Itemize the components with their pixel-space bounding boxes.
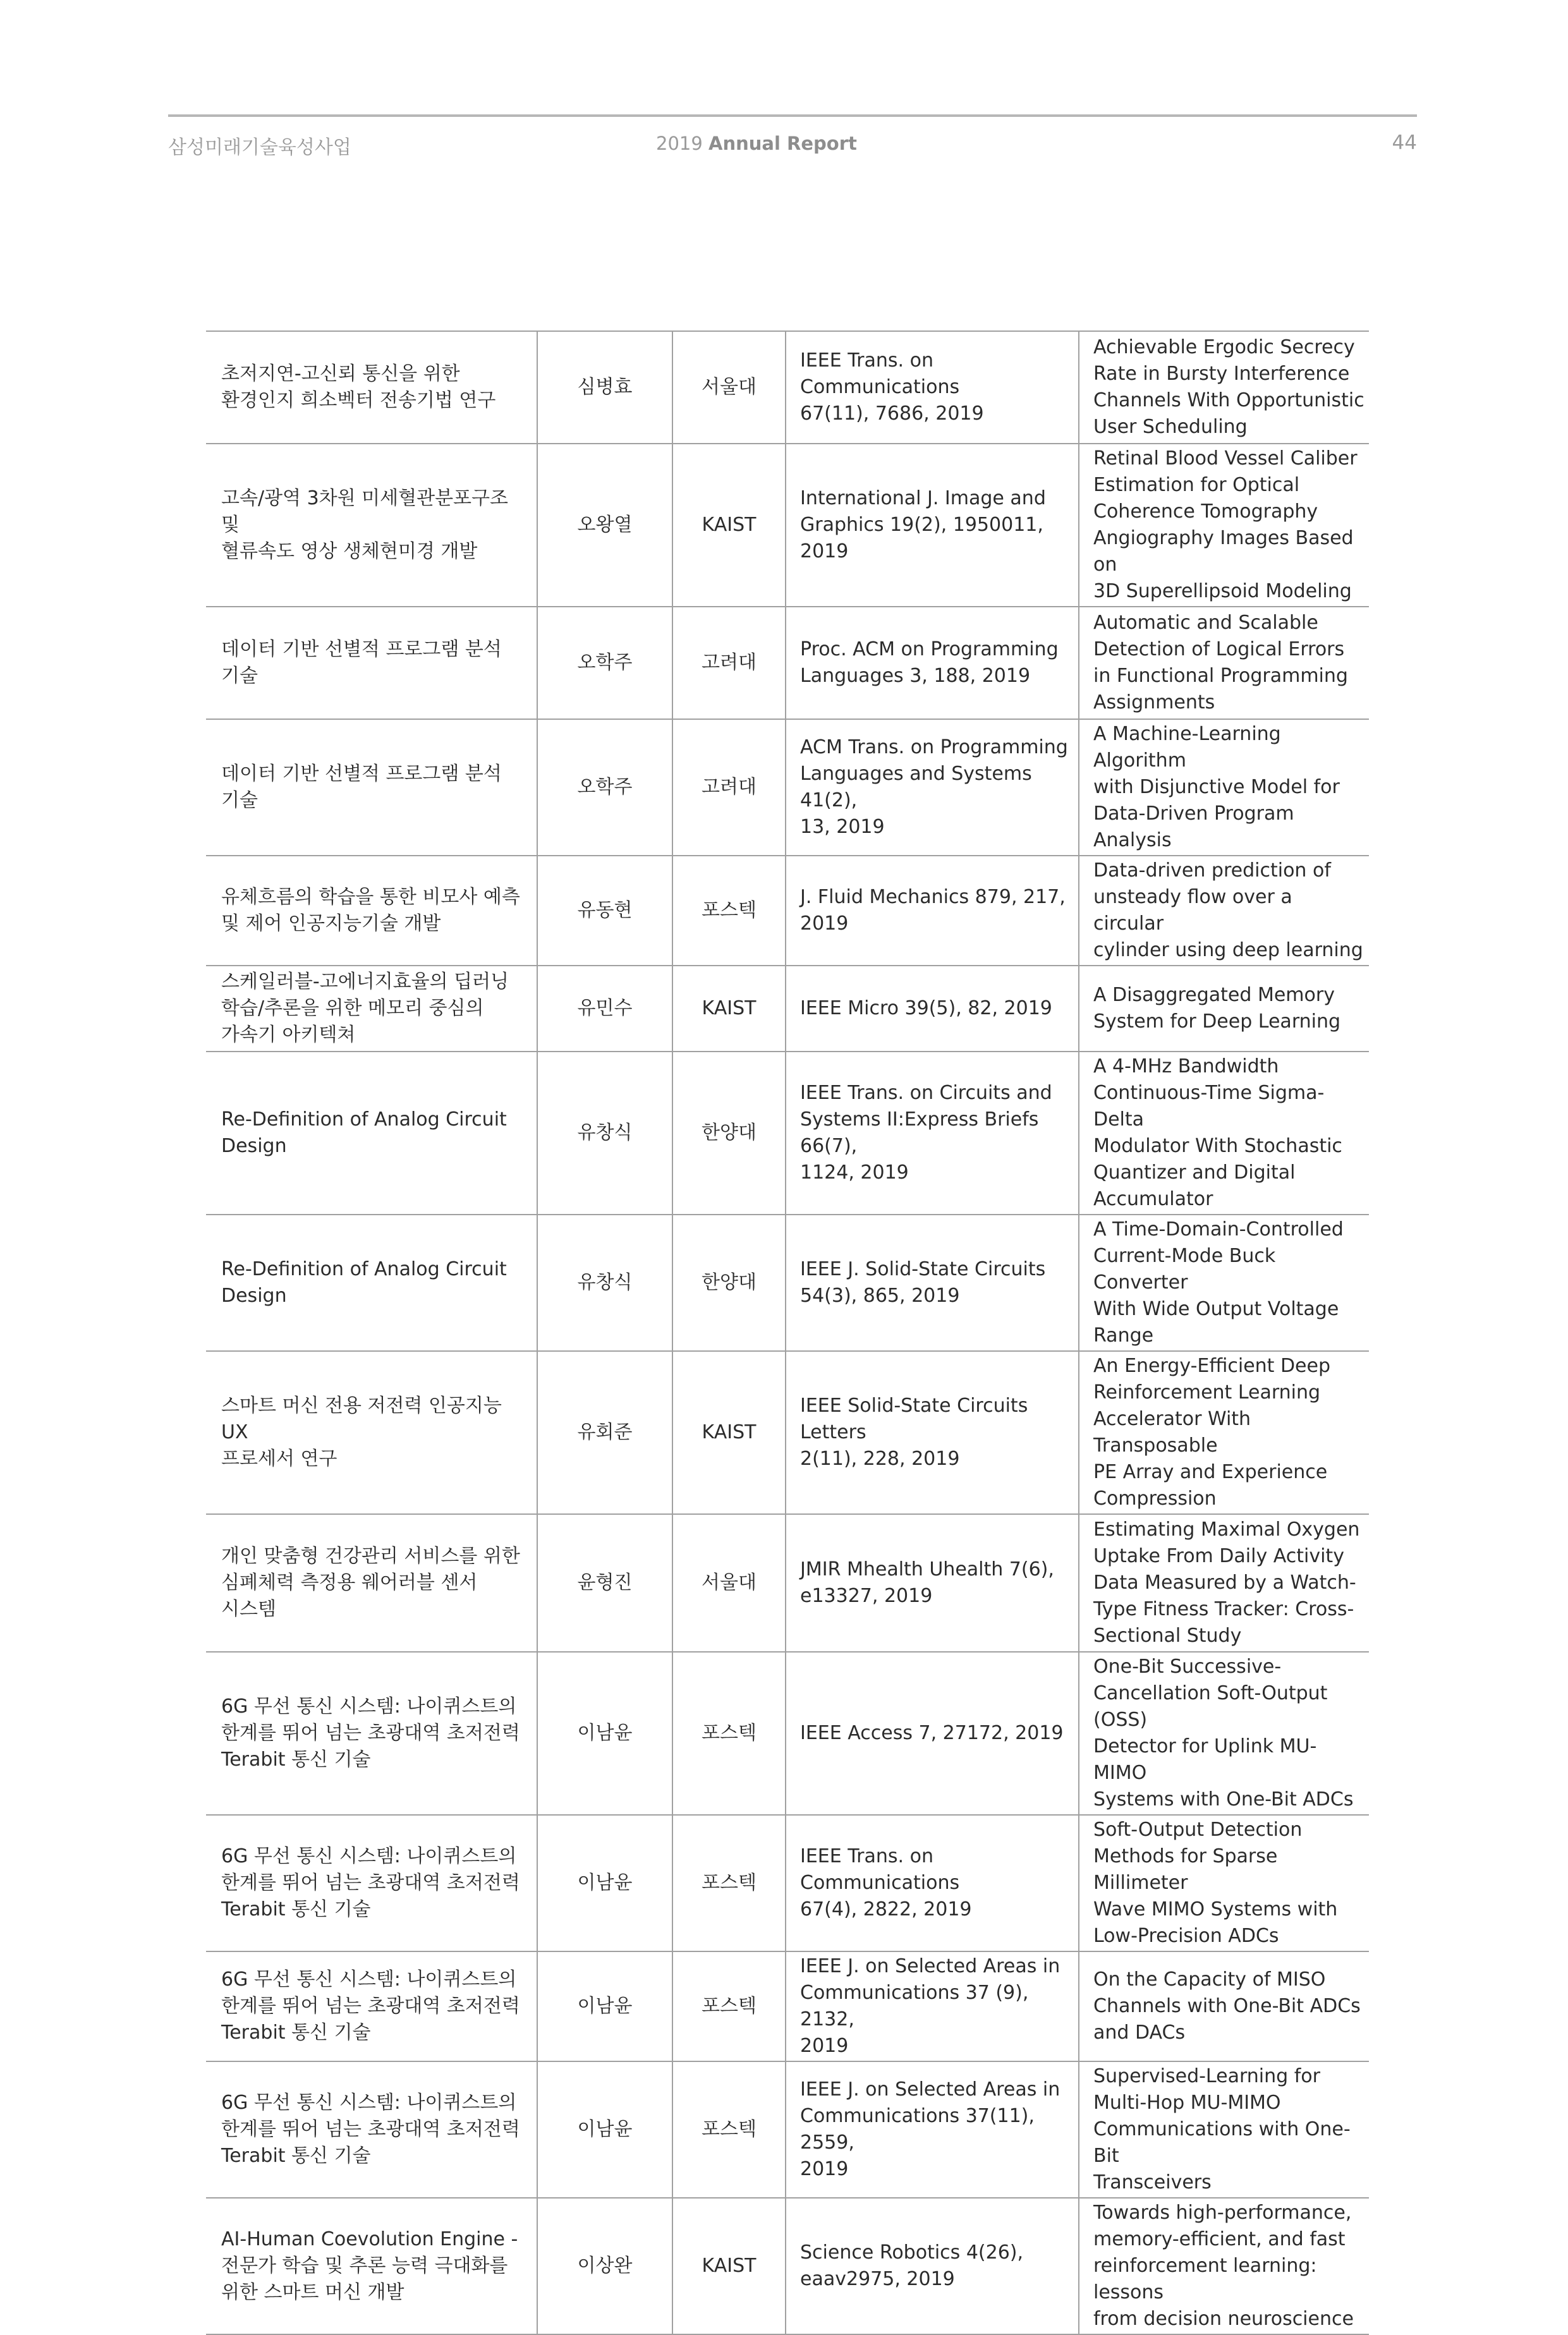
project-cell-text: 데이터 기반 선별적 프로그램 분석 기술: [221, 763, 502, 811]
project-cell: [206, 1052, 537, 1215]
institution-cell-text: 서울대: [702, 1572, 757, 1594]
journal-cell: [786, 1652, 1079, 1815]
table-row: [206, 2061, 1369, 2198]
journal-cell-text: JMIR Mhealth Uhealth 7(6), e13327, 2019: [800, 1558, 1054, 1607]
institution-cell: [672, 1652, 786, 1815]
researcher-cell: [537, 1215, 672, 1351]
project-cell: [206, 1951, 537, 2061]
institution-cell-text: 포스텍: [702, 1995, 757, 2017]
project-cell: [206, 1351, 537, 1514]
researcher-cell-text: 이남윤: [577, 1872, 633, 1894]
paper-title-cell-text: Soft-Output Detection Methods for Sparse Millimeter Wave MIMO Systems with Low-Precision ADCs: [1093, 1819, 1338, 1947]
project-cell-text: 개인 맞춤형 건강관리 서비스를 위한 심폐체력 측정용 웨어러블 센서 시스템: [221, 1545, 520, 1620]
institution-cell-text: 한양대: [702, 1271, 757, 1294]
paper-title-cell: [1079, 1052, 1369, 1215]
institution-cell: [672, 1215, 786, 1351]
journal-cell-text: International J. Image and Graphics 19(2), 1950011, 2019: [800, 487, 1046, 562]
paper-title-cell: [1079, 1514, 1369, 1652]
institution-cell-text: 서울대: [702, 376, 757, 398]
institution-cell: [672, 2061, 786, 2198]
project-cell-text: 초저지연-고신뢰 통신을 위한 환경인지 희소벡터 전송기법 연구: [221, 363, 496, 411]
journal-cell: [786, 1351, 1079, 1514]
paper-title-cell: [1079, 719, 1369, 856]
paper-title-cell: [1079, 2198, 1369, 2334]
institution-cell-text: KAIST: [702, 997, 757, 1019]
journal-cell: [786, 1951, 1079, 2061]
project-cell-text: 유체흐름의 학습을 통한 비모사 예측 및 제어 인공지능기술 개발: [221, 886, 520, 935]
table-row: [206, 331, 1369, 444]
project-cell: [206, 331, 537, 444]
journal-cell-text: IEEE J. on Selected Areas in Communications 37 (9), 2132, 2019: [800, 1955, 1061, 2057]
paper-title-cell-text: Achievable Ergodic Secrecy Rate in Bursty Interference Channels With Opportunistic User Scheduling: [1093, 336, 1364, 438]
researcher-cell-text: 유창식: [577, 1271, 633, 1294]
paper-title-cell-text: An Energy-Efficient Deep Reinforcement Learning Accelerator With Transposable PE Array and Experience Compression: [1093, 1355, 1331, 1510]
table-row: [206, 1052, 1369, 1215]
institution-cell-text: KAIST: [702, 1421, 757, 1443]
report-label: Annual Report: [708, 133, 857, 154]
researcher-cell: [537, 444, 672, 607]
table-row: [206, 1351, 1369, 1514]
paper-title-cell-text: Data-driven prediction of unsteady flow over a circular cylinder using deep learning: [1093, 859, 1363, 961]
project-cell: [206, 607, 537, 719]
table-row: [206, 607, 1369, 719]
institution-cell: [672, 607, 786, 719]
header-rule: [168, 114, 1417, 117]
project-cell: [206, 2198, 537, 2334]
researcher-cell-text: 유민수: [577, 997, 633, 1019]
journal-cell: [786, 1815, 1079, 1951]
journal-cell: [786, 966, 1079, 1052]
researcher-cell-text: 이남윤: [577, 1995, 633, 2017]
institution-cell-text: 고려대: [702, 652, 757, 674]
project-cell-text: 스케일러블-고에너지효율의 딥러닝 학습/추론을 위한 메모리 중심의 가속기 아키텍쳐: [221, 971, 509, 1046]
paper-title-cell: [1079, 2061, 1369, 2198]
researcher-cell: [537, 607, 672, 719]
researcher-cell-text: 이상완: [577, 2255, 633, 2277]
institution-cell: [672, 1514, 786, 1652]
project-cell-text: 스마트 머신 전용 저전력 인공지능 UX 프로세서 연구: [221, 1395, 502, 1470]
institution-cell: [672, 1052, 786, 1215]
researcher-cell-text: 유회준: [577, 1421, 633, 1443]
table-row: [206, 1815, 1369, 1951]
project-cell: [206, 1215, 537, 1351]
journal-cell: [786, 1052, 1079, 1215]
institution-cell: [672, 1815, 786, 1951]
journal-cell-text: IEEE Solid-State Circuits Letters 2(11), 228, 2019: [800, 1395, 1028, 1470]
journal-cell: [786, 607, 1079, 719]
researcher-cell: [537, 966, 672, 1052]
table-row: [206, 856, 1369, 966]
institution-cell: [672, 1951, 786, 2061]
journal-cell: [786, 1215, 1079, 1351]
project-cell-text: 6G 무선 통신 시스템: 나이퀴스트의 한계를 뛰어 넘는 초광대역 초저전력 Terabit 통신 기술: [221, 2092, 520, 2167]
journal-cell-text: IEEE Trans. on Circuits and Systems II:Express Briefs 66(7), 1124, 2019: [800, 1082, 1052, 1184]
table-row: [206, 444, 1369, 607]
journal-cell-text: IEEE J. Solid-State Circuits 54(3), 865, 2019: [800, 1258, 1046, 1307]
journal-cell: [786, 1514, 1079, 1652]
project-cell-text: Re-Definition of Analog Circuit Design: [221, 1258, 507, 1307]
project-cell: [206, 2061, 537, 2198]
paper-title-cell-text: A 4-MHz Bandwidth Continuous-Time Sigma-Delta Modulator With Stochastic Quantizer and Digital Accumulator: [1093, 1055, 1342, 1210]
paper-title-cell: [1079, 966, 1369, 1052]
project-cell-text: 고속/광역 3차원 미세혈관분포구조 및 혈류속도 영상 생체현미경 개발: [221, 487, 508, 562]
researcher-cell: [537, 1514, 672, 1652]
journal-cell-text: Proc. ACM on Programming Languages 3, 188, 2019: [800, 638, 1059, 687]
journal-cell-text: Science Robotics 4(26), eaav2975, 2019: [800, 2241, 1024, 2290]
paper-title-cell: [1079, 1215, 1369, 1351]
journal-cell-text: IEEE Trans. on Communications 67(11), 7686, 2019: [800, 349, 984, 425]
journal-cell: [786, 2061, 1079, 2198]
project-cell-text: 6G 무선 통신 시스템: 나이퀴스트의 한계를 뛰어 넘는 초광대역 초저전력 Terabit 통신 기술: [221, 1968, 520, 2044]
paper-title-cell-text: Towards high-performance, memory-efficient, and fast reinforcement learning: lessons from decision neuroscience: [1093, 2202, 1354, 2330]
journal-cell: [786, 444, 1079, 607]
journal-cell-text: IEEE Trans. on Communications 67(4), 2822, 2019: [800, 1845, 972, 1920]
paper-title-cell-text: A Time-Domain-Controlled Current-Mode Buck Converter With Wide Output Voltage Range: [1093, 1218, 1344, 1347]
paper-title-cell-text: Retinal Blood Vessel Caliber Estimation for Optical Coherence Tomography Angiography Images Based on 3D Superellipsoid Modeling: [1093, 447, 1358, 602]
table-row: [206, 2198, 1369, 2334]
institution-cell: [672, 2198, 786, 2334]
paper-title-cell-text: A Disaggregated Memory System for Deep Learning: [1093, 984, 1341, 1033]
researcher-cell: [537, 1951, 672, 2061]
institution-cell-text: 고려대: [702, 776, 757, 798]
researcher-cell: [537, 856, 672, 966]
table-row: [206, 1514, 1369, 1652]
project-cell: [206, 1815, 537, 1951]
paper-title-cell: [1079, 607, 1369, 719]
institution-cell-text: 포스텍: [702, 2118, 757, 2140]
journal-cell-text: IEEE J. on Selected Areas in Communications 37(11), 2559, 2019: [800, 2078, 1061, 2180]
project-cell: [206, 1652, 537, 1815]
project-cell: [206, 966, 537, 1052]
researcher-cell: [537, 2198, 672, 2334]
project-cell: [206, 719, 537, 856]
institution-cell-text: KAIST: [702, 514, 757, 536]
institution-cell: [672, 1351, 786, 1514]
paper-title-cell: [1079, 444, 1369, 607]
researcher-cell: [537, 331, 672, 444]
project-cell: [206, 444, 537, 607]
researcher-cell-text: 유동현: [577, 899, 633, 921]
table-row: [206, 1215, 1369, 1351]
researcher-cell: [537, 1652, 672, 1815]
institution-cell: [672, 966, 786, 1052]
paper-title-cell-text: Automatic and Scalable Detection of Logical Errors in Functional Programming Assignments: [1093, 612, 1348, 713]
publications-table: [206, 331, 1369, 2335]
paper-title-cell: [1079, 1951, 1369, 2061]
project-cell-text: 6G 무선 통신 시스템: 나이퀴스트의 한계를 뛰어 넘는 초광대역 초저전력 Terabit 통신 기술: [221, 1695, 520, 1771]
project-cell: [206, 1514, 537, 1652]
paper-title-cell-text: One-Bit Successive- Cancellation Soft-Output (OSS) Detector for Uplink MU-MIMO Systems with One-Bit ADCs: [1093, 1656, 1354, 1810]
report-year: 2019: [656, 133, 703, 154]
researcher-cell-text: 오학주: [577, 776, 633, 798]
table-row: [206, 1652, 1369, 1815]
institution-cell: [672, 856, 786, 966]
journal-cell: [786, 331, 1079, 444]
institution-cell-text: 포스텍: [702, 1722, 757, 1744]
institution-cell-text: KAIST: [702, 2255, 757, 2277]
journal-cell-text: IEEE Access 7, 27172, 2019: [800, 1722, 1064, 1744]
institution-cell: [672, 444, 786, 607]
journal-cell-text: J. Fluid Mechanics 879, 217, 2019: [800, 886, 1066, 935]
paper-title-cell-text: Estimating Maximal Oxygen Uptake From Daily Activity Data Measured by a Watch- Type Fitness Tracker: Cross- Sectional Study: [1093, 1519, 1360, 1647]
institution-cell-text: 포스텍: [702, 1872, 757, 1894]
paper-title-cell: [1079, 1815, 1369, 1951]
researcher-cell-text: 오학주: [577, 652, 633, 674]
researcher-cell-text: 윤형진: [577, 1572, 633, 1594]
project-cell: [206, 856, 537, 966]
journal-cell-text: IEEE Micro 39(5), 82, 2019: [800, 997, 1052, 1019]
paper-title-cell: [1079, 1652, 1369, 1815]
researcher-cell-text: 이남윤: [577, 2118, 633, 2140]
researcher-cell-text: 유창식: [577, 1122, 633, 1144]
project-cell-text: 6G 무선 통신 시스템: 나이퀴스트의 한계를 뛰어 넘는 초광대역 초저전력 Terabit 통신 기술: [221, 1845, 520, 1920]
journal-cell: [786, 856, 1079, 966]
researcher-cell: [537, 1351, 672, 1514]
researcher-cell: [537, 1052, 672, 1215]
researcher-cell-text: 이남윤: [577, 1722, 633, 1744]
researcher-cell: [537, 1815, 672, 1951]
journal-cell-text: ACM Trans. on Programming Languages and Systems 41(2), 13, 2019: [800, 736, 1068, 838]
paper-title-cell: [1079, 1351, 1369, 1514]
paper-title-cell-text: Supervised-Learning for Multi-Hop MU-MIMO Communications with One-Bit Transceivers: [1093, 2065, 1351, 2193]
researcher-cell: [537, 2061, 672, 2198]
institution-cell-text: 한양대: [702, 1122, 757, 1144]
paper-title-cell: [1079, 856, 1369, 966]
journal-cell: [786, 719, 1079, 856]
researcher-cell: [537, 719, 672, 856]
institution-cell-text: 포스텍: [702, 899, 757, 921]
researcher-cell-text: 오왕열: [577, 514, 633, 536]
project-cell-text: AI-Human Coevolution Engine - 전문가 학습 및 추론 능력 극대화를 위한 스마트 머신 개발: [221, 2228, 518, 2303]
institution-cell: [672, 331, 786, 444]
table-row: [206, 966, 1369, 1052]
paper-title-cell-text: A Machine-Learning Algorithm with Disjunctive Model for Data-Driven Program Analysis: [1093, 723, 1340, 851]
project-cell-text: Re-Definition of Analog Circuit Design: [221, 1108, 507, 1157]
page-number: 44: [1392, 131, 1417, 154]
paper-title-cell-text: On the Capacity of MISO Channels with One-Bit ADCs and DACs: [1093, 1968, 1361, 2044]
paper-title-cell: [1079, 331, 1369, 444]
table-row: [206, 719, 1369, 856]
table-row: [206, 1951, 1369, 2061]
project-cell-text: 데이터 기반 선별적 프로그램 분석 기술: [221, 638, 502, 687]
institution-cell: [672, 719, 786, 856]
journal-cell: [786, 2198, 1079, 2334]
researcher-cell-text: 심병효: [577, 376, 633, 398]
report-title: [656, 133, 857, 154]
program-name: 삼성미래기술육성사업: [168, 136, 351, 159]
publications-table-body: [206, 331, 1369, 2334]
